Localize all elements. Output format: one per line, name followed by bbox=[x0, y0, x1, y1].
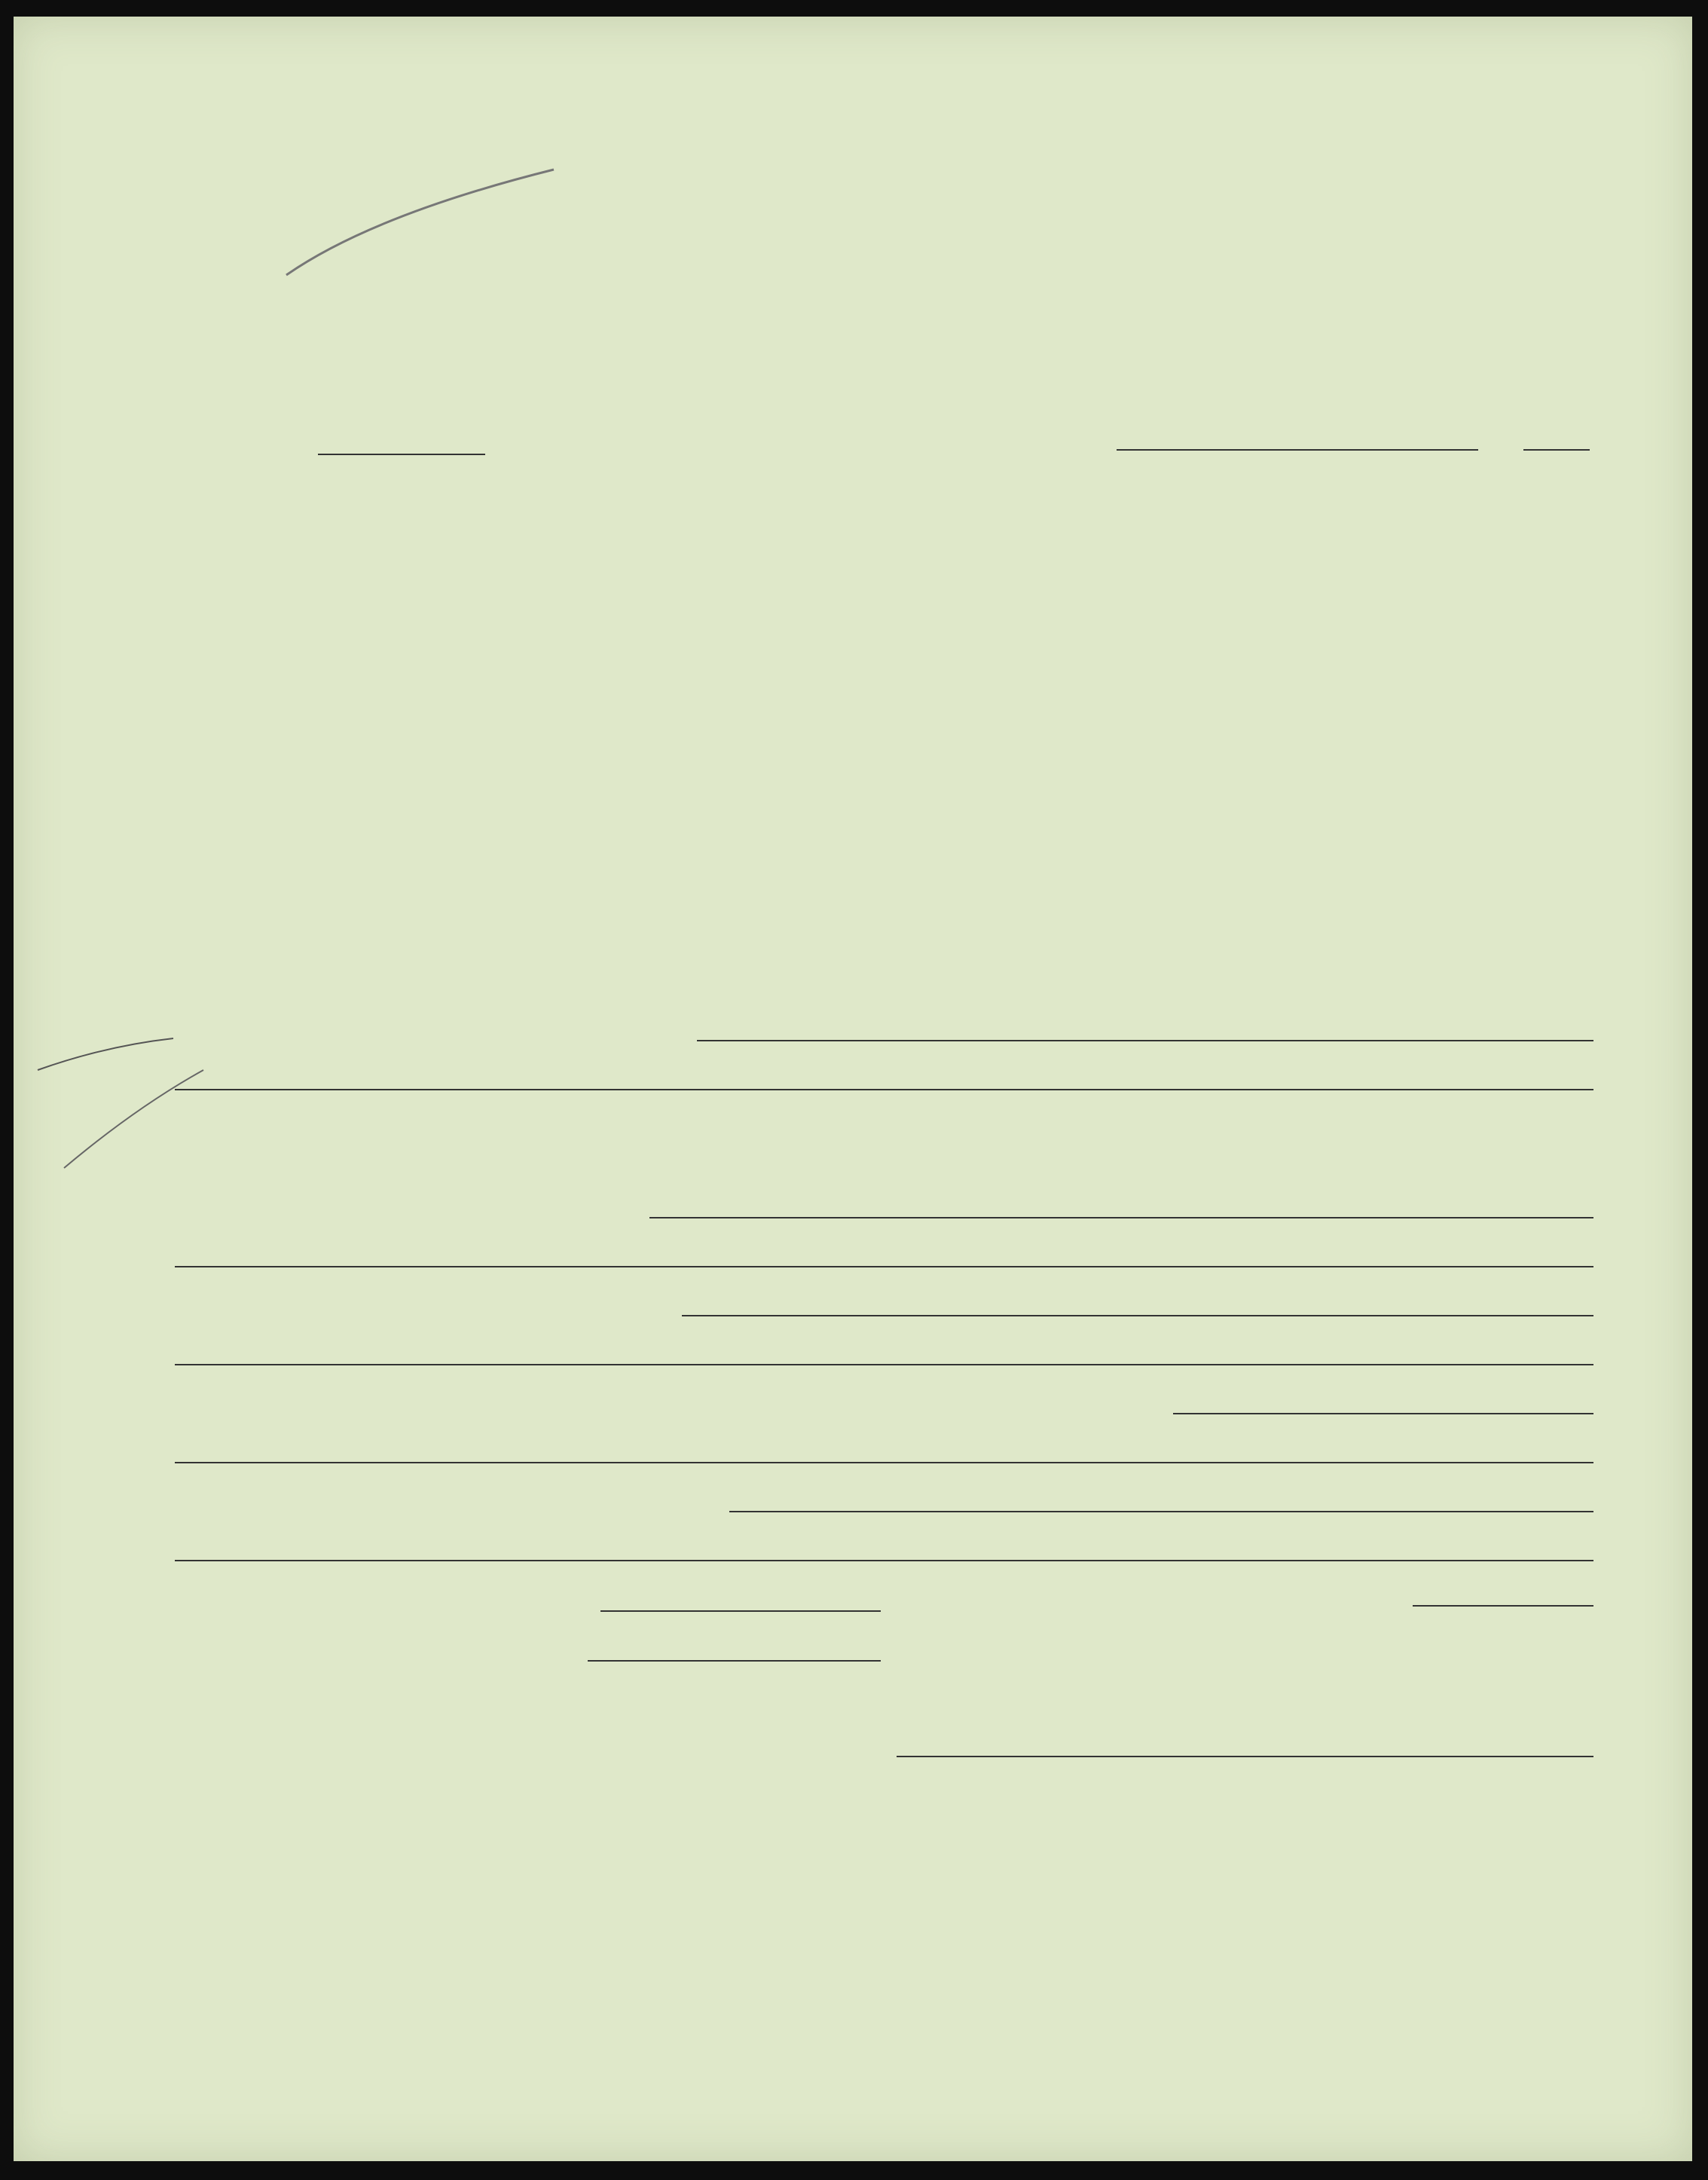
route-length-line bbox=[600, 1610, 881, 1612]
misconduct-line-1 bbox=[649, 1217, 1593, 1218]
substitute-line-1 bbox=[1173, 1413, 1593, 1414]
other-info-line-1 bbox=[682, 1315, 1593, 1316]
road-line-2 bbox=[175, 1089, 1593, 1090]
road-line-1 bbox=[697, 1040, 1593, 1041]
extra-trip-line-1 bbox=[729, 1511, 1593, 1512]
margin-pen-marks bbox=[30, 1025, 218, 1176]
misconduct-line-2 bbox=[175, 1266, 1593, 1267]
miles-line bbox=[1413, 1605, 1593, 1607]
substitute-line-2 bbox=[175, 1462, 1593, 1463]
extra-trip-line-2 bbox=[175, 1560, 1593, 1561]
year-line bbox=[1523, 449, 1590, 451]
other-info-line-2 bbox=[175, 1364, 1593, 1365]
date-line bbox=[1117, 449, 1478, 451]
signature-line bbox=[897, 1756, 1593, 1757]
route-line bbox=[318, 454, 485, 455]
gas-line bbox=[588, 1660, 881, 1662]
margin-underline-stroke bbox=[283, 162, 561, 283]
